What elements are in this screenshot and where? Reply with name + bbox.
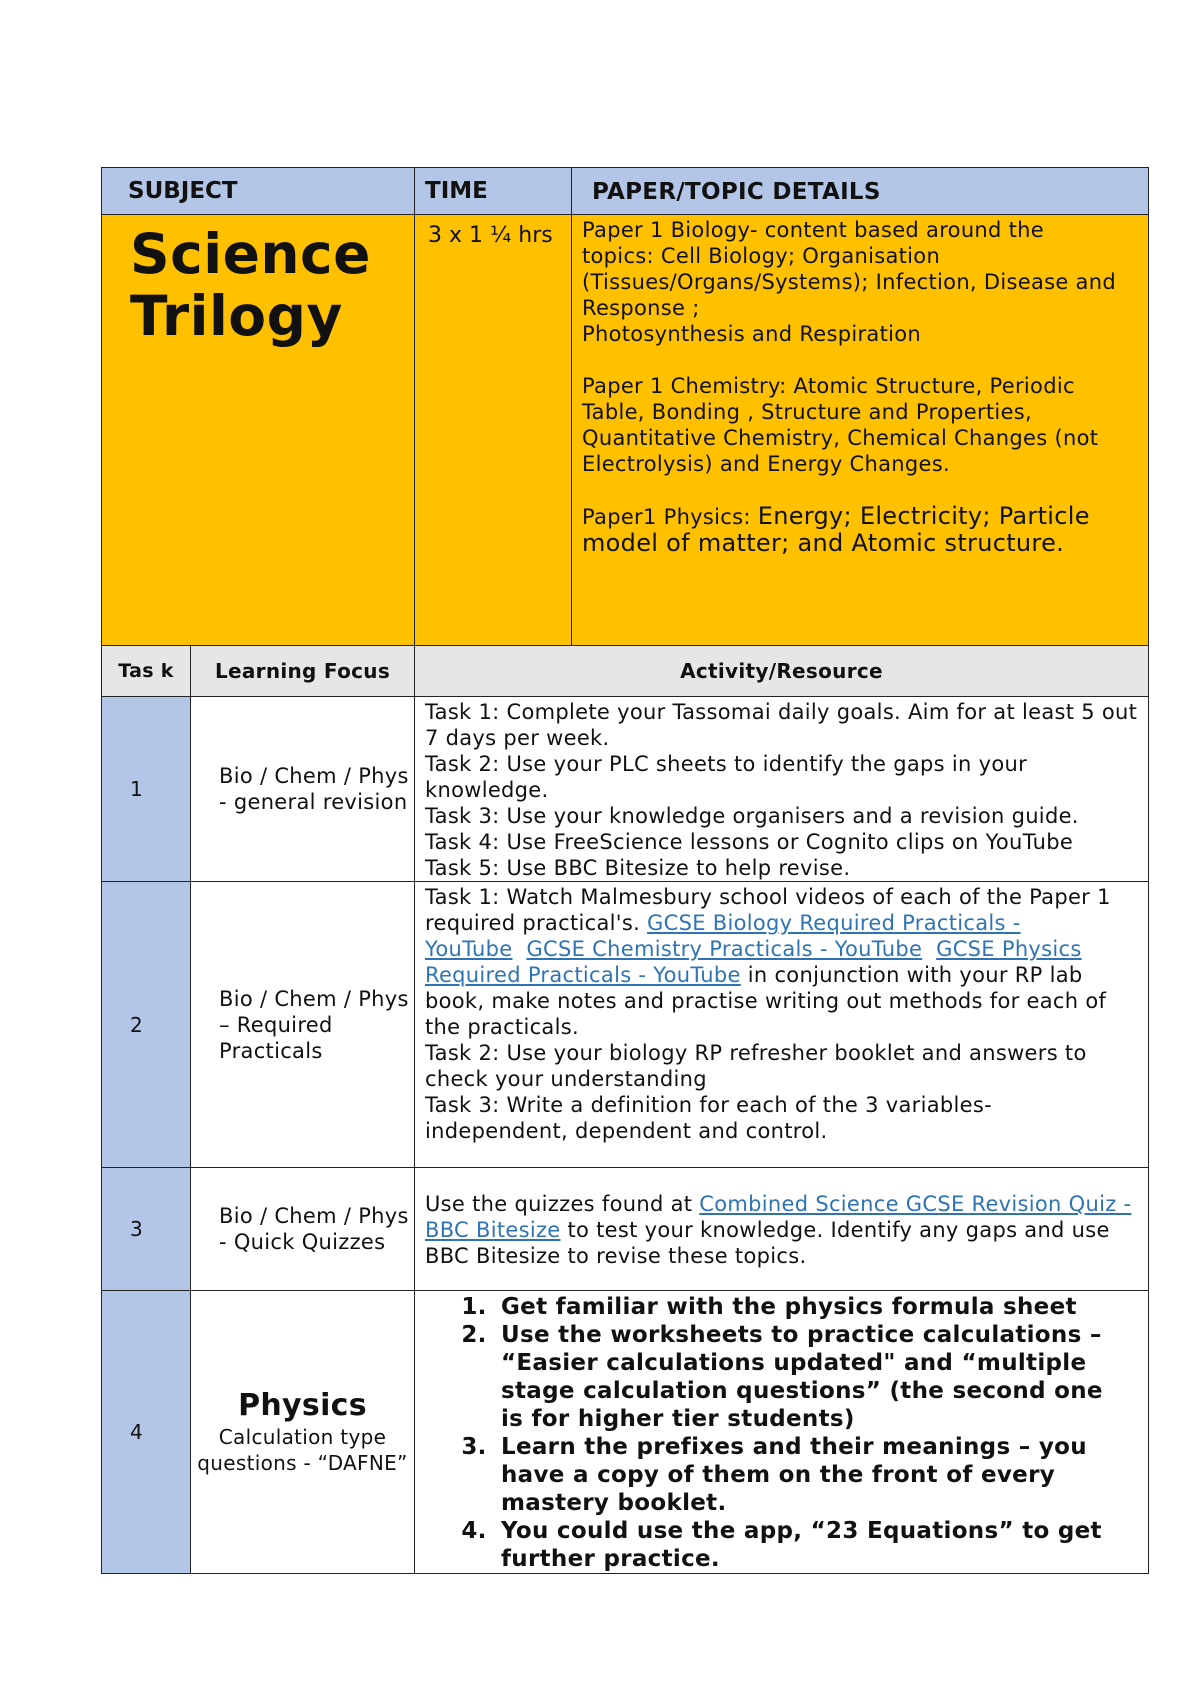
list-item: 2. Use the worksheets to practice calculations – “Easier calculations updated" and “multiple stage calculation questions” (the second one is for higher tier students) xyxy=(495,1321,1132,1433)
list-item: 4. You could use the app, “23 Equations” to get further practice. xyxy=(495,1517,1132,1573)
table-row xyxy=(102,1291,1149,1574)
activity-cell: Use the quizzes found at Combined Science GCSE Revision Quiz - BBC Bitesize to test your knowledge. Identify any gaps and use BBC Bitesize to revise these topics. xyxy=(415,1168,1149,1291)
list-item: 1. Get familiar with the physics formula sheet xyxy=(495,1293,1132,1321)
physics-task-list xyxy=(425,1293,1140,1573)
subject-name: Science Trilogy xyxy=(130,222,371,348)
task-number: 4 xyxy=(102,1291,191,1574)
table-row xyxy=(102,697,1149,882)
task-header: Tas k xyxy=(102,646,191,697)
task-table xyxy=(101,645,1149,1574)
biology-practicals-link[interactable]: GCSE Biology Required Practicals - YouTube xyxy=(425,911,1021,961)
time-cell xyxy=(415,215,572,656)
task-number: 2 xyxy=(102,882,191,1168)
physics-subtitle: Calculation type questions - “DAFNE” xyxy=(197,1425,408,1475)
details-header: PAPER/TOPIC DETAILS xyxy=(572,168,1149,215)
activity-cell xyxy=(415,1291,1149,1574)
learning-focus: Bio / Chem / Phys - Quick Quizzes xyxy=(191,1168,415,1291)
activity-cell: Task 1: Complete your Tassomai daily goals. Aim for at least 5 out 7 days per week. Task 2: Use your PLC sheets to identify the gaps in your knowledge. Task 3: Use your knowledge organisers and a revision guide. Task 4: Use FreeScience lessons or Cognito clips on YouTube Task 5: Use BBC Bitesize to help revise. xyxy=(415,697,1149,882)
subject-cell xyxy=(102,215,415,656)
activity-header: Activity/Resource xyxy=(415,646,1149,697)
physics-title: Physics xyxy=(238,1388,367,1423)
time-value: 3 x 1 ¼ hrs xyxy=(428,223,553,248)
learning-focus xyxy=(191,1291,415,1574)
subject-header: SUBJECT xyxy=(102,168,415,215)
focus-header: Learning Focus xyxy=(191,646,415,697)
subject-table xyxy=(101,167,1149,656)
activity-cell: Task 1: Watch Malmesbury school videos of each of the Paper 1 required practical's. GCSE Biology Required Practicals - YouTube GCSE Chemistry Practicals - YouTube GCSE Physics Required Practicals - YouTube in conjunction with your RP lab book, make notes and practise writing out methods for each of the practicals. Task 2: Use your biology RP refresher booklet and answers to check your understanding Task 3: Write a definition for each of the 3 variables- independent, dependent and control. xyxy=(415,882,1149,1168)
details-cell xyxy=(572,215,1149,656)
learning-focus: Bio / Chem / Phys – Required Practicals xyxy=(191,882,415,1168)
table-row xyxy=(102,1168,1149,1291)
table-row xyxy=(102,882,1149,1168)
physics-practicals-link[interactable]: GCSE Physics Required Practicals - YouTube xyxy=(425,937,1082,987)
bitesize-quiz-link[interactable]: Combined Science GCSE Revision Quiz - BBC Bitesize xyxy=(425,1192,1132,1242)
time-header: TIME xyxy=(415,168,572,215)
paper-details: Paper 1 Biology- content based around the topics: Cell Biology; Organisation (Tissues/Organs/Systems); Infection, Disease and Response ; Photosynthesis and Respiration Paper 1 Chemistry: Atomic Structure, Periodic Table, Bonding , Structure and Properties, Quantitative Chemistry, Chemical Changes (not Electrolysis) and Energy Changes. Paper1 Physics: Energy; Electricity; Particle model of matter; and Atomic structure. xyxy=(582,218,1116,557)
list-item: 3. Learn the prefixes and their meanings – you have a copy of them on the front of every mastery booklet. xyxy=(495,1433,1132,1517)
chemistry-practicals-link[interactable]: GCSE Chemistry Practicals - YouTube xyxy=(526,937,923,961)
task-number: 1 xyxy=(102,697,191,882)
learning-focus: Bio / Chem / Phys - general revision xyxy=(191,697,415,882)
task-number: 3 xyxy=(102,1168,191,1291)
